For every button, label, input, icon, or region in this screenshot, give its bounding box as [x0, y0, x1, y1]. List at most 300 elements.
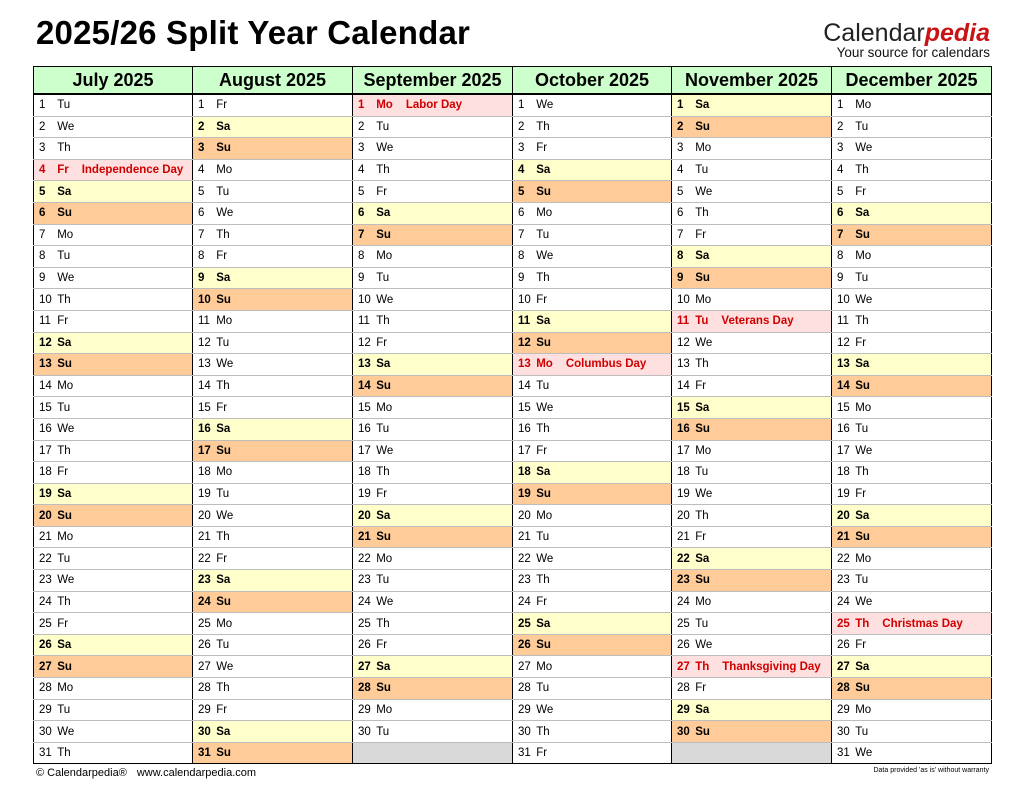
day-number: 21	[358, 531, 371, 544]
day-number: 9	[39, 272, 46, 285]
day-cell	[34, 634, 193, 656]
calendar-row	[34, 742, 992, 764]
weekday-label: Mo	[216, 466, 233, 479]
weekday-label: We	[695, 336, 713, 349]
day-number: 10	[358, 293, 371, 306]
day-cell	[513, 267, 672, 289]
month-header: October 2025	[513, 67, 672, 95]
calendar-row	[34, 224, 992, 246]
weekday-label: We	[695, 639, 713, 652]
day-cell	[672, 634, 832, 656]
day-number: 7	[358, 228, 365, 241]
day-number: 3	[358, 142, 365, 155]
day-cell	[353, 440, 513, 462]
day-number: 8	[198, 250, 205, 263]
day-cell	[832, 94, 992, 116]
weekday-label: Tu	[57, 401, 71, 414]
weekday-label: We	[57, 120, 75, 133]
calendar-row	[34, 246, 992, 268]
weekday-label: Tu	[216, 639, 230, 652]
day-number: 28	[358, 682, 371, 695]
calendar-row	[34, 202, 992, 224]
day-number: 7	[677, 228, 684, 241]
day-cell	[832, 418, 992, 440]
weekday-label: Su	[855, 531, 870, 544]
month-header-row	[34, 67, 992, 95]
day-cell	[672, 138, 832, 160]
day-number: 2	[198, 120, 205, 133]
day-cell	[832, 159, 992, 181]
calendar-row	[34, 570, 992, 592]
day-number: 20	[677, 509, 690, 522]
weekday-label: Fr	[536, 444, 548, 457]
day-number: 22	[198, 552, 211, 565]
day-cell	[832, 699, 992, 721]
day-number: 19	[677, 487, 690, 500]
weekday-label: Sa	[695, 552, 710, 565]
weekday-label: Fr	[855, 487, 867, 500]
day-cell	[353, 181, 513, 203]
day-number: 27	[837, 660, 850, 673]
day-cell	[193, 699, 353, 721]
weekday-label: Tu	[536, 682, 550, 695]
day-number: 31	[837, 747, 850, 760]
weekday-label: We	[695, 487, 713, 500]
weekday-label: Tu	[695, 466, 709, 479]
weekday-label: Tu	[695, 164, 709, 177]
day-number: 30	[837, 725, 850, 738]
day-number: 28	[198, 682, 211, 695]
day-cell	[672, 289, 832, 311]
day-number: 11	[837, 315, 849, 328]
day-number: 15	[39, 401, 52, 414]
day-cell	[34, 397, 193, 419]
day-number: 2	[677, 120, 684, 133]
weekday-label: Th	[57, 293, 71, 306]
weekday-label: Fr	[57, 466, 69, 479]
day-number: 26	[518, 639, 531, 652]
weekday-label: Sa	[695, 703, 710, 716]
day-number: 1	[358, 99, 365, 112]
day-cell	[353, 267, 513, 289]
weekday-label: Sa	[536, 164, 551, 177]
day-cell	[513, 289, 672, 311]
weekday-label: Sa	[695, 250, 710, 263]
day-number: 19	[39, 487, 52, 500]
day-number: 24	[677, 595, 690, 608]
weekday-label: Th	[536, 120, 550, 133]
weekday-label: Su	[216, 293, 231, 306]
weekday-label: Mo	[216, 617, 233, 630]
weekday-label: Fr	[216, 703, 228, 716]
day-cell	[193, 634, 353, 656]
day-cell	[34, 224, 193, 246]
day-cell	[34, 354, 193, 376]
day-number: 22	[518, 552, 531, 565]
holiday-cell	[513, 354, 672, 376]
day-cell	[193, 116, 353, 138]
weekday-label: We	[855, 142, 873, 155]
day-cell	[832, 138, 992, 160]
day-number: 21	[677, 531, 690, 544]
day-cell	[34, 742, 193, 764]
day-cell	[353, 462, 513, 484]
day-cell	[353, 354, 513, 376]
weekday-label: Tu	[57, 552, 71, 565]
weekday-label: We	[855, 747, 873, 760]
day-number: 29	[837, 703, 850, 716]
day-cell	[832, 332, 992, 354]
calendar-row	[34, 332, 992, 354]
day-cell	[193, 721, 353, 743]
day-cell	[353, 548, 513, 570]
day-number: 29	[39, 703, 52, 716]
day-number: 6	[198, 207, 205, 220]
day-cell	[34, 267, 193, 289]
day-number: 1	[39, 99, 46, 112]
day-cell	[672, 418, 832, 440]
calendar-row	[34, 526, 992, 548]
day-cell	[513, 678, 672, 700]
day-number: 15	[837, 401, 850, 414]
day-number: 28	[518, 682, 531, 695]
day-number: 6	[39, 207, 46, 220]
day-number: 25	[518, 617, 531, 630]
day-number: 16	[39, 423, 52, 436]
day-number: 10	[677, 293, 690, 306]
day-number: 16	[677, 423, 690, 436]
day-number: 27	[518, 660, 531, 673]
day-number: 1	[677, 99, 684, 112]
weekday-label: Su	[536, 185, 551, 198]
page-title: 2025/26 Split Year Calendar	[36, 14, 471, 51]
weekday-label: Mo	[855, 552, 872, 565]
day-cell	[832, 289, 992, 311]
holiday-name: Labor Day	[405, 99, 463, 112]
day-cell	[513, 656, 672, 678]
day-number: 6	[677, 207, 684, 220]
weekday-label: Th	[216, 228, 230, 241]
day-number: 12	[677, 336, 690, 349]
weekday-label: Fr	[376, 639, 388, 652]
weekday-label: Fr	[855, 336, 867, 349]
calendar-row	[34, 354, 992, 376]
day-number: 4	[358, 164, 365, 177]
day-cell	[34, 202, 193, 224]
day-cell	[34, 138, 193, 160]
weekday-label: Tu	[855, 120, 869, 133]
day-cell	[353, 526, 513, 548]
weekday-label: Tu	[536, 228, 550, 241]
weekday-label: Tu	[536, 380, 550, 393]
day-number: 21	[837, 531, 850, 544]
weekday-label: Mo	[376, 703, 393, 716]
day-number: 29	[358, 703, 371, 716]
day-cell	[353, 375, 513, 397]
calendar-row	[34, 591, 992, 613]
day-number: 16	[198, 423, 211, 436]
brand-logo[interactable]	[823, 20, 990, 60]
day-cell	[34, 332, 193, 354]
weekday-label: Su	[57, 509, 72, 522]
day-number: 13	[837, 358, 850, 371]
day-number: 27	[358, 660, 371, 673]
day-cell	[513, 591, 672, 613]
day-number: 11	[677, 315, 690, 328]
weekday-label: Th	[216, 380, 230, 393]
weekday-label: Tu	[57, 99, 71, 112]
weekday-label: We	[855, 595, 873, 608]
day-cell	[672, 699, 832, 721]
copyright-text: © Calendarpedia®	[36, 767, 127, 779]
weekday-label: Su	[216, 142, 231, 155]
day-number: 7	[198, 228, 205, 241]
day-number: 11	[518, 315, 531, 328]
day-number: 17	[677, 444, 690, 457]
day-number: 15	[518, 401, 531, 414]
day-cell	[513, 570, 672, 592]
day-number: 6	[837, 207, 844, 220]
day-cell	[672, 354, 832, 376]
day-number: 29	[198, 703, 211, 716]
weekday-label: Th	[695, 358, 709, 371]
weekday-label: Su	[536, 639, 551, 652]
weekday-label: Fr	[216, 99, 228, 112]
weekday-label: Mo	[376, 250, 393, 263]
day-number: 18	[358, 466, 371, 479]
weekday-label: Su	[695, 272, 710, 285]
day-cell	[353, 634, 513, 656]
day-number: 25	[358, 617, 371, 630]
weekday-label: We	[536, 401, 554, 414]
day-cell	[672, 678, 832, 700]
weekday-label: Sa	[855, 660, 870, 673]
day-cell	[193, 656, 353, 678]
day-number: 15	[358, 401, 371, 414]
day-cell	[672, 332, 832, 354]
day-number: 21	[518, 531, 531, 544]
day-number: 8	[39, 250, 46, 263]
weekday-label: Su	[695, 423, 710, 436]
weekday-label: Sa	[216, 423, 231, 436]
day-cell	[513, 332, 672, 354]
weekday-label: Mo	[57, 228, 74, 241]
day-cell	[193, 418, 353, 440]
weekday-label: Sa	[57, 185, 72, 198]
day-number: 1	[198, 99, 205, 112]
day-cell	[513, 526, 672, 548]
weekday-label: Fr	[536, 293, 548, 306]
weekday-label: We	[536, 250, 554, 263]
day-number: 2	[358, 120, 365, 133]
day-cell	[672, 613, 832, 635]
calendar-row	[34, 116, 992, 138]
empty-day-cell	[353, 742, 513, 764]
day-number: 24	[358, 595, 371, 608]
weekday-label: Tu	[57, 703, 71, 716]
day-cell	[513, 397, 672, 419]
month-header: November 2025	[672, 67, 832, 95]
day-cell	[34, 289, 193, 311]
day-cell	[832, 548, 992, 570]
day-number: 26	[39, 639, 52, 652]
day-number: 23	[39, 574, 52, 587]
weekday-label: Tu	[376, 272, 390, 285]
day-cell	[672, 181, 832, 203]
website-link[interactable]: www.calendarpedia.com	[136, 767, 257, 779]
day-number: 17	[518, 444, 531, 457]
day-number: 5	[358, 185, 365, 198]
day-number: 4	[518, 164, 525, 177]
day-number: 25	[837, 617, 850, 630]
weekday-label: Sa	[376, 207, 391, 220]
weekday-label: Su	[376, 682, 391, 695]
calendar-table	[33, 66, 992, 764]
weekday-label: We	[57, 423, 75, 436]
weekday-label: Tu	[376, 574, 390, 587]
weekday-label: Mo	[536, 358, 553, 371]
day-cell	[672, 505, 832, 527]
calendar-row	[34, 397, 992, 419]
day-cell	[672, 548, 832, 570]
day-number: 30	[198, 725, 211, 738]
day-cell	[34, 116, 193, 138]
weekday-label: Tu	[855, 725, 869, 738]
weekday-label: Th	[855, 617, 870, 630]
weekday-label: Fr	[855, 185, 867, 198]
month-header: August 2025	[193, 67, 353, 95]
weekday-label: Fr	[57, 164, 69, 177]
weekday-label: Tu	[216, 487, 230, 500]
day-cell	[513, 483, 672, 505]
day-number: 23	[518, 574, 531, 587]
calendar-row	[34, 159, 992, 181]
day-cell	[353, 591, 513, 613]
weekday-label: We	[216, 207, 234, 220]
weekday-label: Th	[216, 531, 230, 544]
day-number: 7	[39, 228, 46, 241]
weekday-label: Sa	[855, 509, 870, 522]
weekday-label: Mo	[57, 531, 74, 544]
weekday-label: Tu	[376, 120, 390, 133]
weekday-label: Su	[536, 487, 551, 500]
weekday-label: Tu	[216, 185, 230, 198]
day-number: 12	[837, 336, 850, 349]
weekday-label: Su	[855, 682, 870, 695]
day-number: 24	[837, 595, 850, 608]
day-cell	[353, 159, 513, 181]
day-number: 24	[198, 595, 211, 608]
day-number: 14	[677, 380, 690, 393]
day-number: 16	[837, 423, 850, 436]
day-number: 17	[837, 444, 850, 457]
weekday-label: Su	[695, 574, 710, 587]
weekday-label: Th	[695, 660, 710, 673]
calendar-row	[34, 483, 992, 505]
day-cell	[513, 721, 672, 743]
day-number: 22	[837, 552, 850, 565]
day-number: 13	[677, 358, 690, 371]
weekday-label: We	[57, 272, 75, 285]
weekday-label: Sa	[376, 509, 391, 522]
weekday-label: Th	[536, 272, 550, 285]
day-number: 5	[39, 185, 46, 198]
day-number: 6	[518, 207, 525, 220]
day-cell	[193, 742, 353, 764]
weekday-label: Su	[855, 228, 870, 241]
day-cell	[513, 418, 672, 440]
day-number: 13	[518, 358, 531, 371]
holiday-name: Independence Day	[81, 164, 184, 177]
day-number: 1	[518, 99, 525, 112]
day-cell	[193, 526, 353, 548]
day-cell	[353, 397, 513, 419]
day-cell	[34, 418, 193, 440]
day-cell	[832, 656, 992, 678]
day-cell	[353, 570, 513, 592]
day-number: 3	[198, 142, 205, 155]
weekday-label: Fr	[536, 747, 548, 760]
weekday-label: Th	[536, 574, 550, 587]
day-cell	[193, 591, 353, 613]
weekday-label: Fr	[57, 617, 69, 630]
day-cell	[672, 375, 832, 397]
day-cell	[353, 505, 513, 527]
day-cell	[832, 440, 992, 462]
weekday-label: Sa	[216, 574, 231, 587]
weekday-label: Tu	[536, 531, 550, 544]
calendar-row	[34, 721, 992, 743]
day-cell	[513, 202, 672, 224]
day-cell	[832, 246, 992, 268]
weekday-label: We	[216, 660, 234, 673]
day-number: 23	[677, 574, 690, 587]
day-cell	[353, 310, 513, 332]
weekday-label: Sa	[216, 120, 231, 133]
day-cell	[193, 267, 353, 289]
weekday-label: Su	[376, 531, 391, 544]
weekday-label: Th	[695, 509, 709, 522]
day-number: 9	[518, 272, 525, 285]
day-cell	[34, 246, 193, 268]
day-cell	[513, 224, 672, 246]
day-cell	[832, 721, 992, 743]
day-cell	[513, 375, 672, 397]
day-number: 25	[677, 617, 690, 630]
day-number: 15	[677, 401, 690, 414]
day-number: 26	[198, 639, 211, 652]
day-number: 12	[39, 336, 52, 349]
day-cell	[193, 332, 353, 354]
day-number: 26	[358, 639, 371, 652]
day-number: 10	[198, 293, 211, 306]
day-number: 23	[358, 574, 371, 587]
day-number: 14	[39, 380, 52, 393]
weekday-label: Mo	[855, 99, 872, 112]
calendar-row	[34, 138, 992, 160]
calendar-row	[34, 310, 992, 332]
day-number: 28	[837, 682, 850, 695]
day-cell	[353, 332, 513, 354]
day-cell	[672, 224, 832, 246]
day-number: 18	[677, 466, 690, 479]
day-cell	[34, 505, 193, 527]
day-cell	[513, 310, 672, 332]
day-number: 12	[518, 336, 531, 349]
day-cell	[193, 440, 353, 462]
day-cell	[193, 678, 353, 700]
weekday-label: Tu	[855, 574, 869, 587]
